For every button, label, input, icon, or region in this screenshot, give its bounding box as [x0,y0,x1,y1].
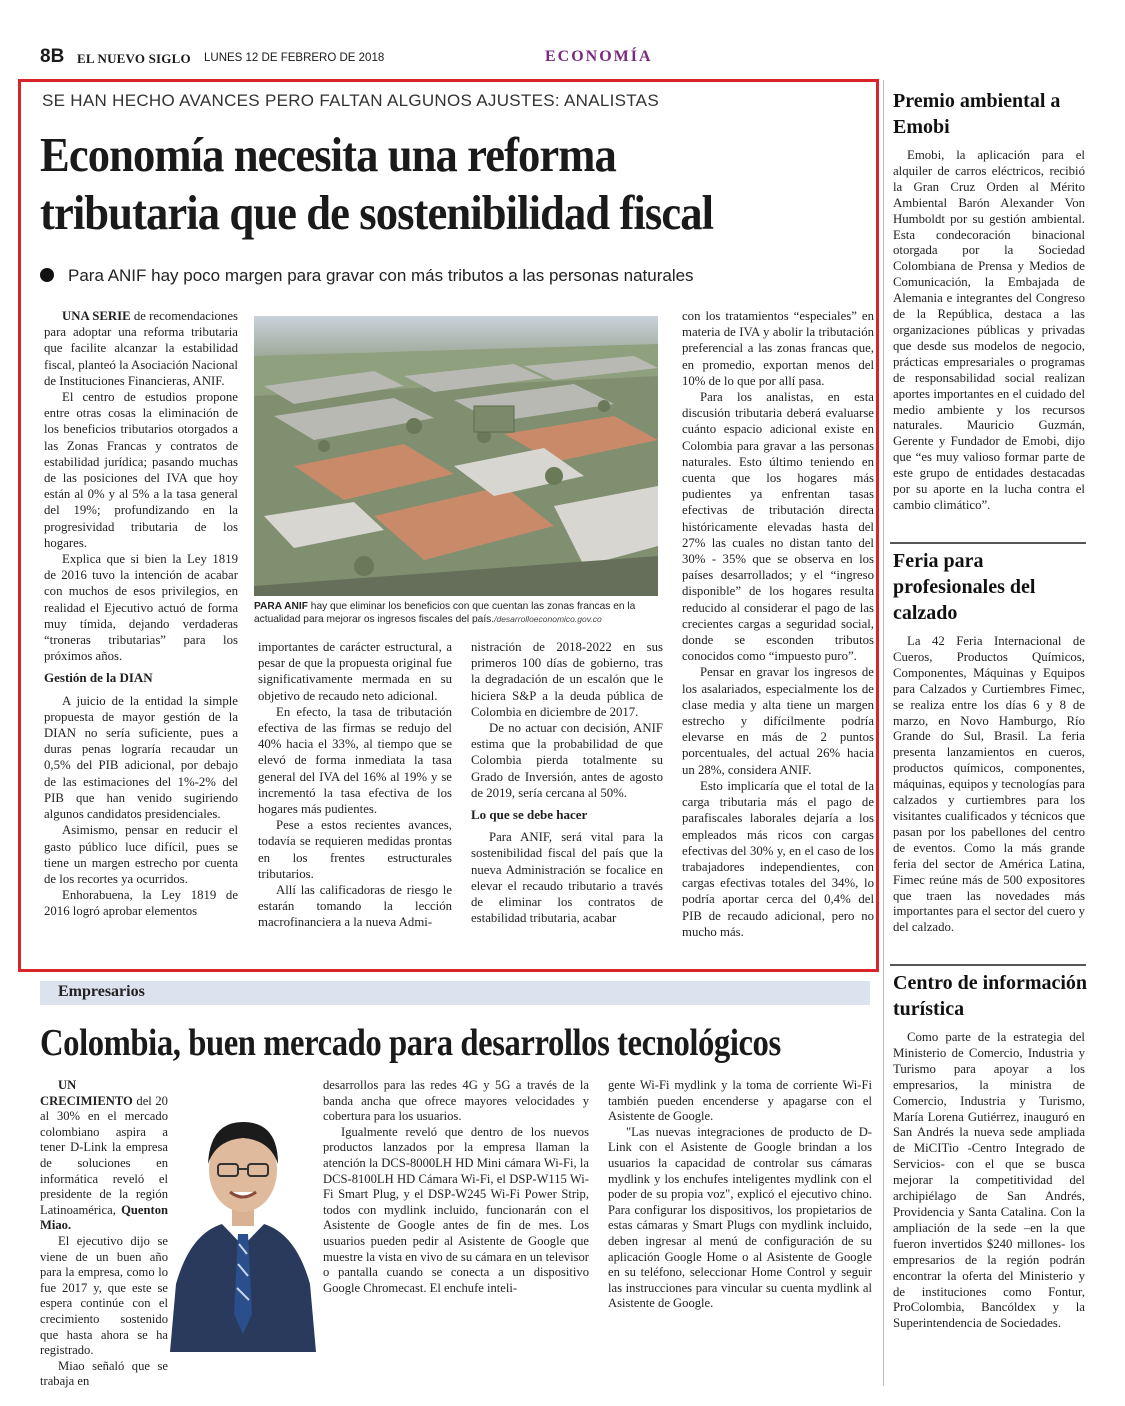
subheading: Lo que se debe hacer [471,807,588,823]
section-band [40,981,870,1005]
story-column-2 [258,639,452,931]
subheading: Gestión de la DIAN [44,670,153,686]
person-name: Quenton Miao. [40,1202,168,1233]
photo-caption [254,600,658,626]
headline-line-2: tributaria que de sostenibilidad fiscal [40,185,714,240]
paragraph: Igualmente reveló que dentro de los nuevos productos lanzados por la empresa llaman la atención la DCS-8000LH HD Mini cámara Wi-Fi, la DCS-8100LH HD Cámara Wi-Fi, el DSP-W115 Wi-Fi Smart Plug, y el DSP-W245 Wi-Fi Power Strip, todos con mydlink incluido, funcionarán con el Asistente de Google antes de fin de mes. Los usuarios pueden pedir al Asistente de Google que muestre la vista en vivo de su cámara en un televisor o pantalla cuando se conecta a un dispositivo Google Chromecast. El enchufe inteli- [323,1124,589,1295]
paragraph: Esto implicaría que el total de la carga tributaria más el pago de parafiscales laborales dejaría a los empleados más ricos con cargas efectivas del 30% y, en el caso de los trabajadores independientes, con cargas efectivas totales del 34%, lo podría aportar cerca del 0,4% del PIB de recaudo adicional, pero no mucho más. [682,778,874,939]
issue-date: LUNES 12 DE FEBRERO DE 2018 [204,52,385,64]
paragraph: A juicio de la entidad la simple propuesta de mayor gestión de la DIAN no sería suficiente, pues a duras penas lograría recaudar un 0,5% del PIB adicional, por debajo de las estimaciones del 1%-2% del PIB que han venido sugiriendo algunos candidatos presidenciales. [44,693,238,822]
story-column-4 [682,308,874,940]
paragraph: De no actuar con decisión, ANIF estima que la probabilidad de que Colombia pierda totalmente su Grado de Inversión, antes de agosto de 2019, sería cercana al 50%. [471,721,663,800]
paragraph: de recomendaciones para adoptar una reforma tributaria que facilite alcanzar la estabilidad fiscal, planteó la Asociación Nacional de Instituciones Financieras, ANIF. [44,309,238,388]
headline-line-1: Economía necesita una reforma [40,127,616,182]
aerial-photo-illustration [254,316,658,596]
sidebar-divider [883,80,884,1386]
caption-lead: PARA ANIF [254,601,308,612]
subhead-text: Para ANIF hay poco margen para gravar con más tributos a las personas naturales [68,266,694,285]
story-kicker: SE HAN HECHO AVANCES PERO FALTAN ALGUNOS AJUSTES: ANALISTAS [42,91,659,110]
story-headline [40,126,873,242]
bottom-column-1 [40,1078,168,1390]
newspaper-name: EL NUEVO SIGLO [77,51,191,66]
sidebar-body-1 [893,148,1085,514]
lead-in: UNA SERIE [62,309,131,323]
sidebar-title-3: Centro de información turística [893,972,1088,1020]
sidebar-rule [890,964,1086,966]
paragraph: importantes de carácter estructural, a pesar de que la propuesta original fue significativamente mermada en su objetivo de recaudo neto adicional. [258,640,452,703]
sidebar-title-1: Premio ambiental a Emobi [893,90,1061,138]
paragraph: Asimismo, pensar en reducir el gasto público luce difícil, pues se tiene un margen estrecho por cuenta de los recortes ya ocurridos. [44,823,238,886]
paragraph: del 20 al 30% en el mercado colombiano aspira a tener D-Link la empresa de soluciones en informática reveló el presidente de la región Latinoamérica, [40,1093,168,1217]
lead-in: UN CRECIMIENTO [40,1078,133,1108]
band-label: Empresarios [58,983,145,1000]
paragraph: Para los analistas, en esta discusión tributaria deberá evaluarse cuánto espacio adicional existe en Colombia para gravar a las personas naturales. Esto último teniendo en cuenta que los hogares más pudientes ya enfrentan tasas efectivas de tributación directa históricamente elevadas hasta del 27% las cuales no distan tanto del 30% - 35% que se observa en los países desarrollados; y el “ingreso disponible” de los hogares resulta reducido al considerar el pago de las crecientes cargas a seguridad social, donde se esconden tributos conocidos como “impuesto puro”. [682,390,874,664]
paragraph: nistración de 2018-2022 en sus primeros 100 días de gobierno, tras la degradación de un escalón que le hiciera S&P a la deuda pública de Colombia en diciembre de 2017. [471,640,663,719]
sidebar-rule [890,542,1086,544]
paragraph: Pensar en gravar los ingresos de los asalariados, especialmente los de clase media y alta tiene un margen estrecho y difícilmente podría elevarse en más de 2 puntos porcentuales, del actual 26% hacia un 28%, considera ANIF. [682,665,874,777]
bottom-column-2 [323,1078,589,1296]
paragraph: En efecto, la tasa de tributación efectiva de las firmas se redujo del 40% hacia el 33%, al tiempo que se elevó de forma inmediata la tasa general del IVA del 16% al 19% y se incrementó la tasa efectiva de los hogares más pudientes. [258,704,452,817]
sidebar-title-2: Feria para profesionales del calzado [893,550,1036,624]
bullet-icon [40,268,54,282]
paragraph: con los tratamientos “especiales” en materia de IVA y abolir la tributación preferencial a las zonas francas que, en promedio, exportan menos del 10% de lo que por allí pasa. [682,309,874,388]
paragraph: Allí las calificadoras de riesgo le estarán tomando la lección macrofinanciera a la nueva Admi- [258,883,452,930]
paragraph: Miao señaló que se trabaja en [40,1358,168,1389]
sidebar-body-3 [893,1030,1085,1332]
paragraph: Explica que si bien la Ley 1819 de 2016 tuvo la intención de acabar con muchos de esos privilegios, en realidad el Ejecutivo actuó de forma muy tímida, dejando verdaderas “troneras tributarias” para los próximos años. [44,552,238,664]
story-subhead [40,266,694,286]
paragraph: Emobi, la aplicación para el alquiler de carros eléctricos, recibió la Gran Cruz Orden al Mérito Ambiental Barón Alexander Von Humboldt por su gestión ambiental. Esta condecoración binacional otorgada por la Sociedad Colombiana de Prensa y Medios de Comunicación, la Embajada de Alemania e integrantes del Congreso de la República, destaca a las organizaciones públicas y privadas que desde sus modelos de negocio, prácticas empresariales o programas de responsabilidad social realizan aportes importantes en el cuidado del medio ambiente y los recursos naturales. Mauricio Guzmán, Gerente y Fundador de Emobi, dijo que “es muy valioso formar parte de este grupo de entidades destacadas por su aporte en la lucha contra el cambio climático”. [893,148,1085,512]
portrait-illustration [170,1084,316,1352]
paragraph: Para ANIF, será vital para la sostenibilidad fiscal del país que la nueva Administración se focalice en elevar el recaudo tributario a través de eliminar los contratos de estabilidad tributaria, acabar [471,830,663,926]
caption-text: hay que eliminar los beneficios con que cuentan las zonas francas en la actualidad para mejorar os ingresos fiscales del país. [254,601,636,625]
paragraph: El ejecutivo dijo se viene de un buen año para la empresa, como lo fue 2017 y, que este se espera continúe con el crecimiento sostenido que hasta ahora se ha registrado. [40,1233,168,1358]
paragraph: Enhorabuena, la Ley 1819 de 2016 logró aprobar elementos [44,888,238,919]
paragraph: El centro de estudios propone entre otras cosas la eliminación de los beneficios tributarios otorgados a las Zonas Francas y contratos de estabilidad jurídica; pasando muchas de las posiciones del IVA que hoy están al 0% y al 5% a la tasa general del 19%; profundizando en la progresividad tributaria de los hogares. [44,390,238,550]
paragraph: Pese a estos recientes avances, todavía se requieren medidas prontas en los frentes estructurales tributarios. [258,818,452,881]
executive-portrait [170,1084,316,1352]
paragraph: desarrollos para las redes 4G y 5G a través de la banda ancha que ofrece mayores velocidades y cobertura para los usuarios. [323,1078,589,1124]
industrial-zone-photo [254,316,658,596]
paragraph: Como parte de la estrategia del Ministerio de Comercio, Industria y Turismo para apoyar a los empresarios, la ministra de Comercio, Industria y Turismo, María Lorena Gutiérrez, inauguró en San Andrés la nueva sede ampliada de MiCITio -Centro Integrado de Servicios- con el que se busca mejorar la competitividad del archipiélago de San Andrés, Providencia y Santa Catalina. Con la ampliación de la sede –en la que fueron invertidos $240 millones- los empresarios de la región podrán encontrar la oferta del Ministerio y de instituciones como Fontur, ProColombia, Bancóldex y la Superintendencia de Sociedades. [893,1030,1085,1331]
bottom-column-3 [608,1078,872,1312]
paragraph: gente Wi-Fi mydlink y la toma de corriente Wi-Fi también pueden encenderse y apagarse con el Asistente de Google. [608,1078,872,1124]
story-column-1 [44,308,238,920]
paragraph: "Las nuevas integraciones de producto de D-Link con el Asistente de Google brindan a los usuarios la capacidad de controlar sus cámaras mydlink y los enchufes inteligentes mydlink con el poder de su propia voz", explicó el ejecutivo chino. Para configurar los dispositivos, los propietarios de estas cámaras y Smart Plugs con mydlink incluido, deben ingresar al menú de configuración de su aplicación Google Home o al Asistente de Google en su teléfono, seleccionar Home Control y seguir las instrucciones para vincular su cuenta mydlink al Asistente de Google. [608,1124,872,1311]
section-name: ECONOMÍA [545,48,653,65]
story-column-3 [471,639,663,926]
paragraph: La 42 Feria Internacional de Cueros, Productos Químicos, Componentes, Máquinas y Equipos para Calzados y Curtiembres Fimec, se realiza entre los días 6 y 8 de marzo, en Novo Hamburgo, Río Grande do Sul, Brasil. La feria presenta lanzamientos en cueros, productos químicos, componentes, máquinas, equipos y tecnologías para calzados y curtiembres para los visitantes cualificados y técnicos que pasan por los pabellones del centro de eventos. Como la más grande feria del sector de América Latina, Fimec reúne más de 500 expositores que traen las novedades más importantes para el sector del cuero y del calzado. [893,634,1085,935]
sidebar-body-2 [893,634,1085,936]
photo-credit: /desarrolloeconomico.gov.co [494,614,602,624]
bottom-headline: Colombia, buen mercado para desarrollos tecnológicos [40,1022,781,1064]
page-folio [40,46,1085,72]
page-number: 8B [40,46,65,67]
